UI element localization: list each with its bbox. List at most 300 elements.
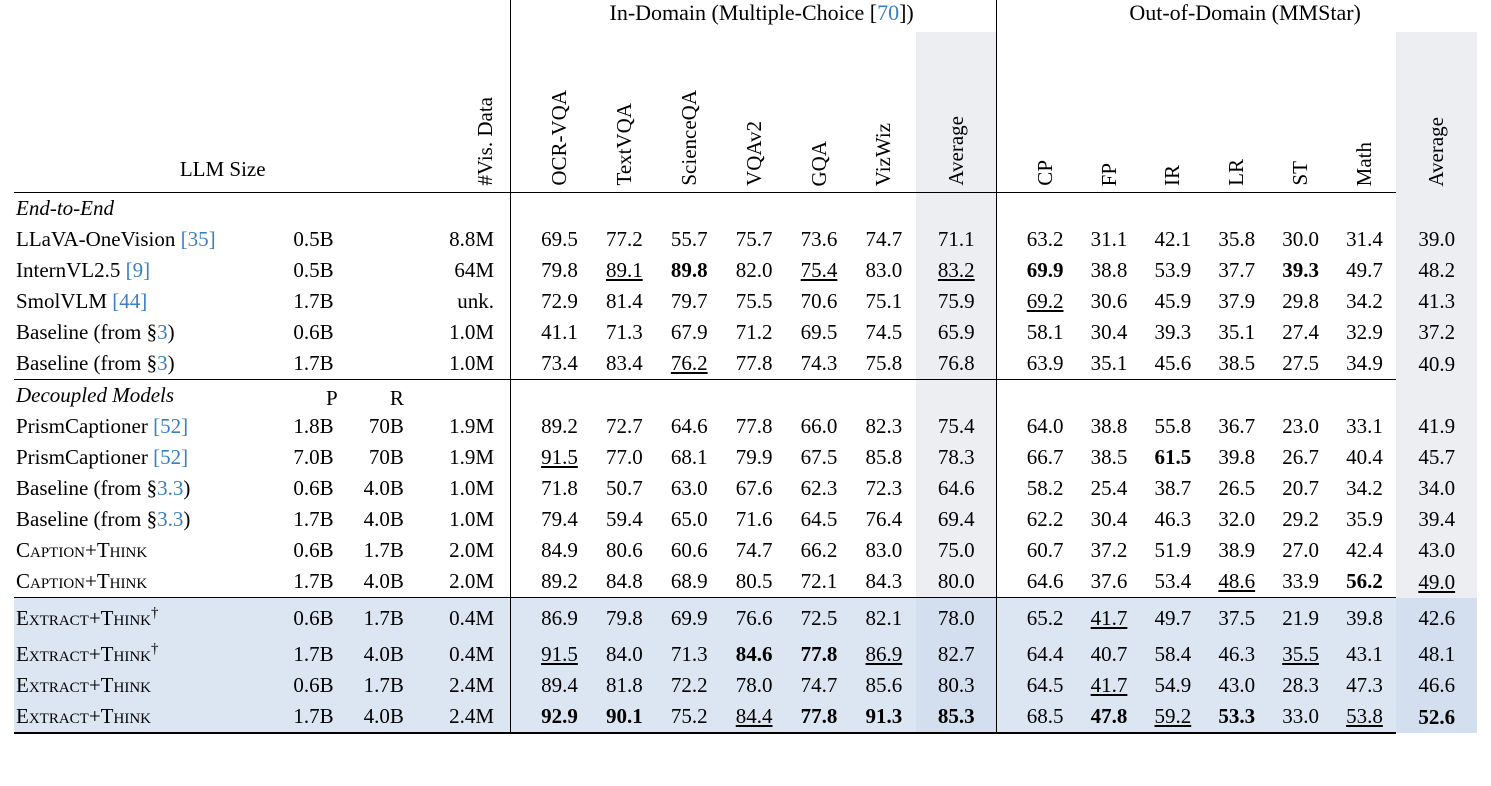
table-cell: 80.5 (735, 569, 773, 593)
reasoner-size-value: 4.0B (344, 701, 418, 733)
table-cell: 66.0 (800, 414, 838, 438)
table-cell: 38.8 (1090, 258, 1128, 282)
table-cell: 33.9 (1282, 569, 1319, 593)
table-row (14, 598, 1477, 634)
header-gqa: GQA (806, 140, 831, 186)
table-cell: 65.9 (916, 317, 996, 348)
table-cell: 74.7 (735, 538, 773, 562)
table-cell: 72.1 (800, 569, 838, 593)
table-cell: 47.8 (1077, 701, 1141, 733)
table-cell: 78.3 (916, 442, 996, 473)
table-cell: 31.1 (1090, 227, 1128, 251)
table-cell: 75.2 (657, 701, 722, 733)
vis-data-value: unk. (457, 289, 495, 313)
table-cell: 28.3 (1269, 670, 1333, 701)
table-cell: 75.1 (865, 289, 903, 313)
reasoner-size-value: 4.0B (363, 507, 404, 531)
table-cell: 60.7 (1026, 538, 1064, 562)
llm-size-value: 0.6B (293, 538, 334, 562)
table-cell: 69.9 (657, 598, 722, 634)
table-cell: 79.8 (592, 598, 657, 634)
table-cell: 58.4 (1141, 634, 1205, 670)
table-cell: 78.0 (722, 670, 787, 701)
llm-size-value: 0.6B (293, 320, 334, 344)
llm-size-value: 0.5B (293, 258, 334, 282)
reasoner-size-value: 1.7B (363, 538, 404, 562)
table-cell: 40.7 (1077, 634, 1141, 670)
model-name: Caption+Think (16, 569, 148, 593)
table-cell: 46.3 (1205, 634, 1269, 670)
vis-data-value: 2.4M (418, 670, 511, 701)
table-cell: 30.0 (1282, 227, 1319, 251)
table-cell: 48.1 (1396, 634, 1477, 670)
table-cell: 84.3 (865, 569, 903, 593)
table-cell: 78.0 (916, 598, 996, 634)
table-cell: 82.3 (865, 414, 903, 438)
table-cell: 75.4 (800, 258, 838, 282)
vis-data-value: 1.0M (449, 320, 495, 344)
model-name: SmolVLM [44] (16, 289, 148, 313)
table-cell: 67.9 (670, 320, 708, 344)
table-cell: 61.5 (1154, 445, 1192, 469)
table-cell: 49.7 (1141, 598, 1205, 634)
header-average: Average (916, 32, 996, 193)
vis-data-value: 0.4M (418, 598, 511, 634)
reasoner-size-value (344, 317, 418, 348)
table-cell: 81.8 (592, 670, 657, 701)
table-cell: 73.4 (541, 351, 578, 375)
table-cell: 71.3 (657, 634, 722, 670)
table-cell: 80.3 (916, 670, 996, 701)
table-cell: 77.2 (605, 227, 643, 251)
table-cell: 63.0 (670, 476, 708, 500)
table-cell: 26.7 (1282, 445, 1319, 469)
table-cell: 53.4 (1154, 569, 1192, 593)
table-cell: 35.1 (1218, 320, 1256, 344)
table-cell: 74.7 (865, 227, 903, 251)
table-cell: 58.2 (1026, 476, 1064, 500)
table-cell: 70.6 (800, 289, 838, 313)
llm-size-value: 1.7B (293, 507, 334, 531)
header-vqav2: VQAv2 (741, 121, 766, 186)
table-cell: 41.7 (1077, 670, 1141, 701)
rule (14, 733, 1477, 734)
table-cell: 85.8 (865, 445, 903, 469)
header-llm-size: LLM Size (179, 157, 266, 181)
table-cell: 71.3 (605, 320, 643, 344)
table-cell: 41.7 (1077, 598, 1141, 634)
table-cell: 92.9 (527, 701, 592, 733)
table-cell: 72.2 (657, 670, 722, 701)
table-cell: 27.4 (1282, 320, 1319, 344)
table-cell: 77.8 (787, 634, 852, 670)
table-cell: 89.2 (541, 569, 578, 593)
table-cell: 32.9 (1346, 320, 1383, 344)
table-cell: 71.2 (735, 320, 773, 344)
table-cell: 68.9 (670, 569, 708, 593)
table-cell: 64.5 (800, 507, 838, 531)
vis-data-value: 1.9M (449, 445, 495, 469)
table-cell: 77.0 (605, 445, 643, 469)
table-cell: 74.5 (865, 320, 903, 344)
table-cell: 41.1 (541, 320, 578, 344)
table-cell: 40.4 (1346, 445, 1383, 469)
table-cell: 65.2 (1013, 598, 1077, 634)
reasoner-size-value (344, 286, 418, 317)
table-cell: 41.3 (1396, 286, 1477, 317)
table-cell: 54.9 (1141, 670, 1205, 701)
table-cell: 89.2 (541, 414, 578, 438)
table-cell: 83.2 (916, 255, 996, 286)
table-cell: 66.7 (1026, 445, 1064, 469)
table-cell: 79.8 (541, 258, 578, 282)
model-name: Extract+Think (14, 701, 272, 733)
table-cell: 42.6 (1396, 598, 1477, 634)
table-cell: 37.2 (1396, 317, 1477, 348)
table-cell: 62.3 (800, 476, 838, 500)
llm-size-value: 1.7B (293, 569, 334, 593)
header-st-ood: ST (1288, 161, 1313, 186)
model-name: Baseline (from §3) (16, 351, 175, 375)
table-cell: 91.5 (527, 634, 592, 670)
table-cell: 74.3 (800, 351, 838, 375)
model-name: Extract+Think (14, 670, 272, 701)
table-cell: 52.6 (1396, 701, 1477, 733)
table-cell: 33.1 (1346, 414, 1383, 438)
vis-data-value: 64M (454, 258, 495, 282)
model-name: PrismCaptioner [52] (16, 445, 189, 469)
table-cell: 37.7 (1218, 258, 1256, 282)
table-cell: 46.3 (1154, 507, 1192, 531)
section-title-row (14, 193, 1477, 224)
table-cell: 49.0 (1396, 566, 1477, 598)
table-cell: 79.4 (541, 507, 578, 531)
table-row (14, 473, 1477, 504)
table-cell: 64.6 (916, 473, 996, 504)
llm-size-value: 1.7B (272, 701, 344, 733)
table-cell: 80.6 (605, 538, 643, 562)
model-name: InternVL2.5 [9] (16, 258, 151, 282)
vis-data-value: 2.0M (449, 538, 495, 562)
table-cell: 85.3 (916, 701, 996, 733)
table-cell: 34.2 (1346, 476, 1383, 500)
table-cell: 84.0 (592, 634, 657, 670)
table-cell: 49.7 (1346, 258, 1383, 282)
table-cell: 84.6 (722, 634, 787, 670)
table-cell: 75.5 (735, 289, 773, 313)
table-cell: 76.8 (916, 348, 996, 380)
group-header-in-domain: In-Domain (Multiple-Choice [70]) (609, 0, 914, 25)
model-name: Extract+Think† (14, 634, 272, 670)
table-cell: 38.5 (1218, 351, 1256, 375)
table-cell: 43.0 (1205, 670, 1269, 701)
vis-data-value: 1.0M (449, 476, 495, 500)
table-cell: 42.1 (1154, 227, 1192, 251)
table-cell: 73.6 (800, 227, 838, 251)
table-cell: 75.8 (865, 351, 903, 375)
column-header-row (14, 32, 1477, 193)
table-cell: 86.9 (851, 634, 916, 670)
table-cell: 69.2 (1026, 289, 1064, 313)
table-cell: 43.0 (1396, 535, 1477, 566)
table-cell: 48.6 (1218, 569, 1256, 593)
table-cell: 82.0 (735, 258, 773, 282)
table-cell: 71.8 (541, 476, 578, 500)
table-cell: 71.6 (735, 507, 773, 531)
table-cell: 82.7 (916, 634, 996, 670)
table-cell: 39.0 (1396, 224, 1477, 255)
reasoner-size-value: 1.7B (344, 598, 418, 634)
table-cell: 34.0 (1396, 473, 1477, 504)
results-table (14, 0, 1477, 734)
table-cell: 81.4 (605, 289, 643, 313)
table-cell: 38.5 (1090, 445, 1128, 469)
llm-size-value: 0.6B (272, 670, 344, 701)
table-cell: 38.8 (1090, 414, 1128, 438)
table-cell: 91.3 (851, 701, 916, 733)
table-cell: 69.9 (1026, 258, 1064, 282)
table-cell: 59.2 (1141, 701, 1205, 733)
llm-size-value: 1.8B (293, 414, 334, 438)
table-cell: 68.5 (1013, 701, 1077, 733)
header-vis-data: #Vis. Data (473, 97, 498, 186)
header-textvqa: TextVQA (611, 103, 636, 186)
table-cell: 35.8 (1218, 227, 1256, 251)
model-name: Baseline (from §3) (16, 320, 175, 344)
table-row (14, 317, 1477, 348)
table-row (14, 255, 1477, 286)
table-cell: 63.9 (1026, 351, 1064, 375)
table-cell: 35.5 (1269, 634, 1333, 670)
table-cell: 75.7 (735, 227, 773, 251)
vis-data-value: 8.8M (449, 227, 495, 251)
vis-data-value: 2.0M (449, 569, 495, 593)
table-cell: 53.3 (1205, 701, 1269, 733)
table-cell: 89.1 (605, 258, 643, 282)
table-row (14, 224, 1477, 255)
table-cell: 83.4 (605, 351, 643, 375)
table-cell: 85.6 (851, 670, 916, 701)
header-ocr-vqa: OCR-VQA (546, 90, 571, 186)
table-cell: 83.0 (865, 258, 903, 282)
table-row (14, 442, 1477, 473)
table-cell: 56.2 (1346, 569, 1383, 593)
llm-size-value: 0.5B (293, 227, 334, 251)
table-cell: 72.3 (865, 476, 903, 500)
table-cell: 29.8 (1282, 289, 1319, 313)
table-cell: 91.5 (541, 445, 578, 469)
table-row (14, 504, 1477, 535)
table-cell: 66.2 (800, 538, 838, 562)
table-cell: 33.0 (1269, 701, 1333, 733)
reasoner-size-value (344, 255, 418, 286)
section-title-row (14, 380, 1477, 411)
model-name: Baseline (from §3.3) (16, 507, 191, 531)
table-cell: 77.8 (735, 351, 773, 375)
table-cell: 50.7 (605, 476, 643, 500)
reasoner-size-value: 70B (368, 445, 404, 469)
header-average-ood: Average (1396, 32, 1477, 193)
table-row (14, 411, 1477, 442)
table-cell: 27.0 (1282, 538, 1319, 562)
table-cell: 59.4 (605, 507, 643, 531)
table-cell: 38.7 (1154, 476, 1192, 500)
table-cell: 63.2 (1026, 227, 1064, 251)
table-cell: 75.4 (916, 411, 996, 442)
reasoner-size-value: 4.0B (363, 569, 404, 593)
header-vizwiz: VizWiz (871, 122, 896, 186)
table-cell: 20.7 (1282, 476, 1319, 500)
llm-size-value: 0.6B (293, 476, 334, 500)
table-cell: 89.8 (670, 258, 708, 282)
vis-data-value: 1.0M (449, 507, 495, 531)
table-row (14, 634, 1477, 670)
table-cell: 39.3 (1154, 320, 1192, 344)
table-cell: 53.8 (1333, 701, 1397, 733)
table-cell: 34.9 (1346, 351, 1383, 375)
table-cell: 32.0 (1218, 507, 1256, 531)
reasoner-size-value: 4.0B (363, 476, 404, 500)
group-header-out-domain: Out-of-Domain (MMStar) (1129, 0, 1361, 25)
table-cell: 30.6 (1090, 289, 1128, 313)
header-math-ood: Math (1351, 141, 1376, 186)
table-cell: 75.0 (916, 535, 996, 566)
table-cell: 64.0 (1026, 414, 1064, 438)
llm-size-value: 1.7B (293, 289, 334, 313)
table-cell: 35.9 (1346, 507, 1383, 531)
table-cell: 76.2 (670, 351, 708, 375)
table-cell: 53.9 (1154, 258, 1192, 282)
table-row (14, 670, 1477, 701)
table-row (14, 701, 1477, 733)
table-cell: 77.8 (735, 414, 773, 438)
table-cell: 77.8 (787, 701, 852, 733)
table-cell: 69.5 (541, 227, 578, 251)
reasoner-size-value: 1.7B (344, 670, 418, 701)
table-cell: 74.7 (787, 670, 852, 701)
table-cell: 45.9 (1154, 289, 1192, 313)
table-cell: 69.4 (916, 504, 996, 535)
table-cell: 58.1 (1026, 320, 1064, 344)
table-cell: 90.1 (592, 701, 657, 733)
table-cell: 31.4 (1346, 227, 1383, 251)
llm-size-value: 1.7B (293, 351, 334, 375)
table-cell: 40.9 (1396, 348, 1477, 380)
table-cell: 42.4 (1346, 538, 1383, 562)
table-cell: 65.0 (670, 507, 708, 531)
header-p: P (325, 386, 338, 410)
table-cell: 37.5 (1205, 598, 1269, 634)
table-cell: 84.4 (722, 701, 787, 733)
model-name: LLaVA-OneVision [35] (16, 227, 216, 251)
table-cell: 36.7 (1218, 414, 1256, 438)
vis-data-value: 2.4M (418, 701, 511, 733)
table-cell: 30.4 (1090, 507, 1128, 531)
header-ir-ood: IR (1160, 165, 1185, 186)
table-cell: 83.0 (865, 538, 903, 562)
table-cell: 25.4 (1090, 476, 1128, 500)
model-name: PrismCaptioner [52] (16, 414, 189, 438)
table-row (14, 348, 1477, 380)
llm-size-value: 0.6B (272, 598, 344, 634)
header-r: R (389, 386, 404, 410)
table-cell: 72.7 (605, 414, 643, 438)
table-cell: 64.5 (1013, 670, 1077, 701)
table-cell: 29.2 (1282, 507, 1319, 531)
table-cell: 55.8 (1154, 414, 1192, 438)
table-cell: 72.5 (787, 598, 852, 634)
table-cell: 72.9 (541, 289, 578, 313)
header-fp-ood: FP (1096, 162, 1121, 186)
header-scienceqa: ScienceQA (676, 90, 701, 186)
table-cell: 45.7 (1396, 442, 1477, 473)
llm-size-value: 7.0B (293, 445, 334, 469)
reasoner-size-value: 4.0B (344, 634, 418, 670)
table-cell: 67.5 (800, 445, 838, 469)
vis-data-value: 1.0M (449, 351, 495, 375)
table-cell: 64.6 (1026, 569, 1064, 593)
table-cell: 39.4 (1396, 504, 1477, 535)
table-cell: 86.9 (527, 598, 592, 634)
table-cell: 37.6 (1090, 569, 1128, 593)
group-header-row (14, 0, 1477, 32)
table-cell: 27.5 (1282, 351, 1319, 375)
table-cell: 69.5 (800, 320, 838, 344)
table-cell: 76.4 (865, 507, 903, 531)
table-cell: 21.9 (1269, 598, 1333, 634)
reasoner-size-value: 70B (368, 414, 404, 438)
table-cell: 71.1 (916, 224, 996, 255)
table-cell: 37.2 (1090, 538, 1128, 562)
table-cell: 75.9 (916, 286, 996, 317)
table-cell: 82.1 (851, 598, 916, 634)
table-cell: 39.8 (1333, 598, 1397, 634)
table-cell: 51.9 (1154, 538, 1192, 562)
table-cell: 23.0 (1282, 414, 1319, 438)
table-cell: 60.6 (670, 538, 708, 562)
table-cell: 80.0 (916, 566, 996, 598)
vis-data-value: 0.4M (418, 634, 511, 670)
table-cell: 34.2 (1346, 289, 1383, 313)
table-cell: 43.1 (1333, 634, 1397, 670)
table-cell: 79.7 (670, 289, 708, 313)
table-row (14, 566, 1477, 598)
section-title: Decoupled Models (16, 383, 175, 407)
llm-size-value: 1.7B (272, 634, 344, 670)
header-cp-ood: CP (1032, 160, 1057, 186)
table-cell: 79.9 (735, 445, 773, 469)
table-cell: 64.6 (670, 414, 708, 438)
table-cell: 84.8 (605, 569, 643, 593)
table-cell: 48.2 (1396, 255, 1477, 286)
model-name: Baseline (from §3.3) (16, 476, 191, 500)
table-cell: 47.3 (1333, 670, 1397, 701)
table-cell: 35.1 (1090, 351, 1128, 375)
table-cell: 38.9 (1218, 538, 1256, 562)
table-cell: 62.2 (1026, 507, 1064, 531)
table-cell: 26.5 (1218, 476, 1256, 500)
table-cell: 45.6 (1154, 351, 1192, 375)
table-cell: 37.9 (1218, 289, 1256, 313)
reasoner-size-value (344, 224, 418, 255)
vis-data-value: 1.9M (449, 414, 495, 438)
table-cell: 67.6 (735, 476, 773, 500)
table-cell: 89.4 (527, 670, 592, 701)
table-cell: 64.4 (1013, 634, 1077, 670)
table-cell: 55.7 (670, 227, 708, 251)
header-lr-ood: LR (1224, 159, 1249, 186)
section-title: End-to-End (16, 196, 114, 220)
